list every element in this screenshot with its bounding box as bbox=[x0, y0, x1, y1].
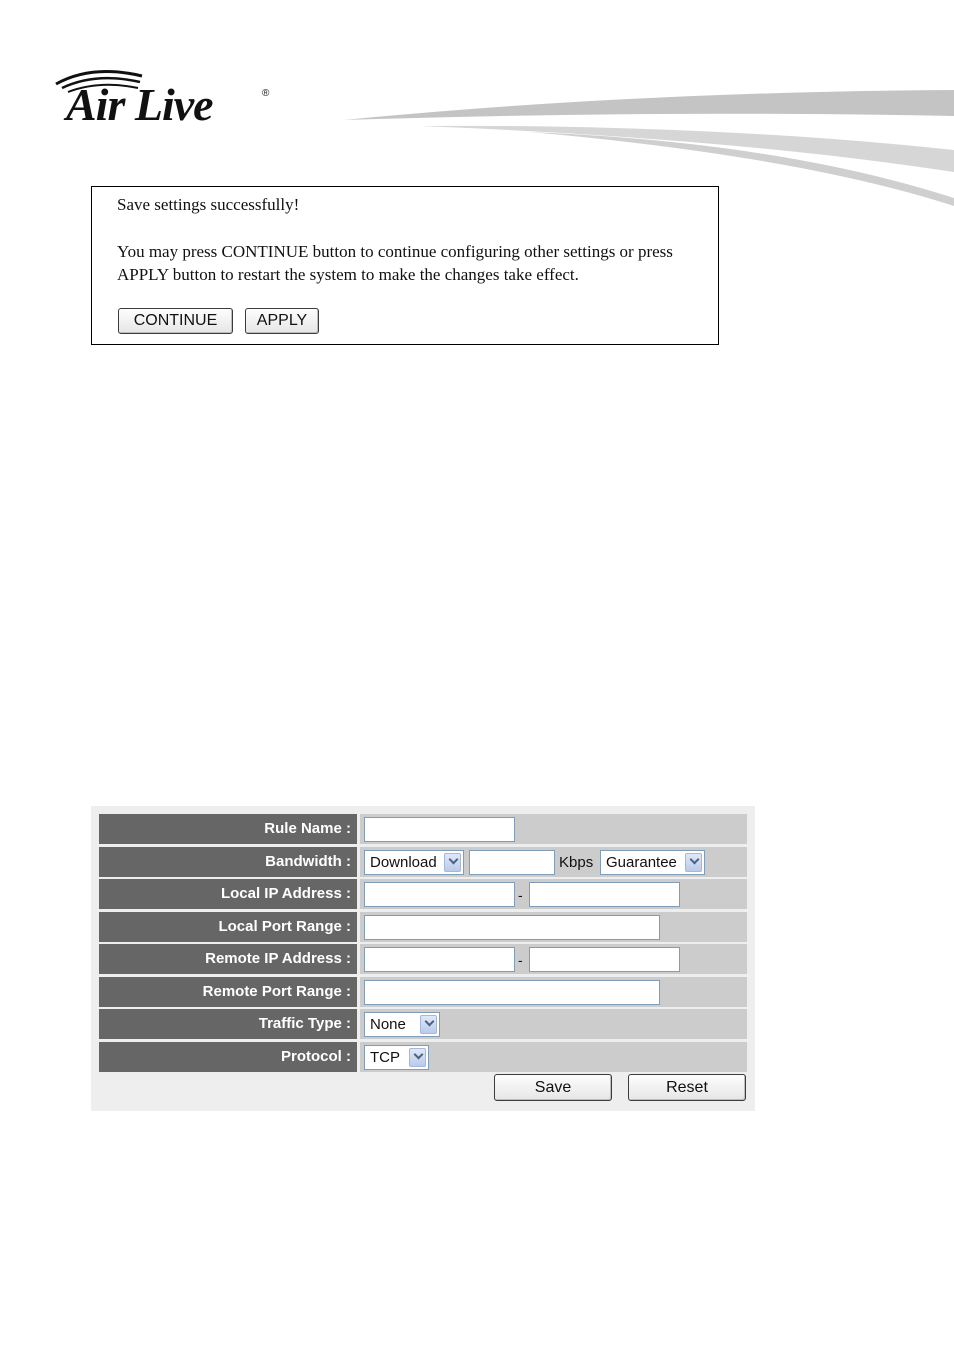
protocol-row bbox=[99, 1042, 747, 1072]
local-ip-start-input[interactable] bbox=[364, 882, 515, 907]
qos-rule-form bbox=[91, 806, 755, 1111]
traffic-type-row bbox=[99, 1009, 747, 1039]
chevron-down-icon bbox=[444, 853, 461, 872]
remote-ip-start-input[interactable] bbox=[364, 947, 515, 972]
traffic-type-cell bbox=[360, 1009, 747, 1039]
local-port-cell bbox=[360, 912, 747, 942]
traffic-type-select[interactable] bbox=[364, 1012, 440, 1037]
logo-text: Air Live bbox=[66, 79, 213, 130]
remote-ip-cell bbox=[360, 944, 747, 974]
chevron-down-icon bbox=[420, 1015, 437, 1034]
local-port-range-input[interactable] bbox=[364, 915, 660, 940]
remote-port-label: Remote Port Range : bbox=[99, 977, 357, 1007]
apply-button[interactable]: APPLY bbox=[245, 308, 319, 334]
save-success-message: Save settings successfully! bbox=[117, 195, 300, 214]
bandwidth-cell bbox=[360, 847, 747, 877]
remote-port-row bbox=[99, 977, 747, 1007]
remote-port-cell bbox=[360, 977, 747, 1007]
chevron-down-icon bbox=[685, 853, 702, 872]
range-separator: - bbox=[518, 952, 523, 968]
local-ip-cell bbox=[360, 879, 747, 909]
chevron-down-icon bbox=[409, 1048, 426, 1067]
reset-button[interactable]: Reset bbox=[628, 1074, 746, 1101]
bandwidth-mode-value: Guarantee bbox=[606, 854, 677, 871]
protocol-value: TCP bbox=[370, 1049, 400, 1066]
remote-port-range-input[interactable] bbox=[364, 980, 660, 1005]
rule-name-row bbox=[99, 814, 747, 844]
local-port-label: Local Port Range : bbox=[99, 912, 357, 942]
save-instructions-text: You may press CONTINUE button to continue configuring other settings or press APPLY button to restart the system to make the changes take effect. bbox=[117, 242, 673, 284]
save-button[interactable]: Save bbox=[494, 1074, 612, 1101]
protocol-cell bbox=[360, 1042, 747, 1072]
remote-ip-end-input[interactable] bbox=[529, 947, 680, 972]
protocol-select[interactable] bbox=[364, 1045, 429, 1070]
local-ip-end-input[interactable] bbox=[529, 882, 680, 907]
airlive-logo bbox=[52, 62, 282, 134]
bandwidth-unit: Kbps bbox=[559, 854, 594, 871]
bandwidth-label: Bandwidth : bbox=[99, 847, 357, 877]
rule-name-cell bbox=[360, 814, 747, 844]
bandwidth-direction-select[interactable] bbox=[364, 850, 464, 875]
bandwidth-input[interactable] bbox=[469, 850, 555, 875]
save-success-dialog bbox=[91, 186, 719, 345]
local-port-row bbox=[99, 912, 747, 942]
local-ip-label: Local IP Address : bbox=[99, 879, 357, 909]
protocol-label: Protocol : bbox=[99, 1042, 357, 1072]
continue-button[interactable]: CONTINUE bbox=[118, 308, 233, 334]
bandwidth-direction-value: Download bbox=[370, 854, 437, 871]
rule-name-input[interactable] bbox=[364, 817, 515, 842]
bandwidth-mode-select[interactable] bbox=[600, 850, 705, 875]
rule-name-label: Rule Name : bbox=[99, 814, 357, 844]
traffic-type-value: None bbox=[370, 1016, 406, 1033]
bandwidth-row bbox=[99, 847, 747, 877]
remote-ip-row bbox=[99, 944, 747, 974]
remote-ip-label: Remote IP Address : bbox=[99, 944, 357, 974]
registered-mark: ® bbox=[262, 88, 270, 99]
local-ip-row bbox=[99, 879, 747, 909]
range-separator: - bbox=[518, 887, 523, 903]
traffic-type-label: Traffic Type : bbox=[99, 1009, 357, 1039]
